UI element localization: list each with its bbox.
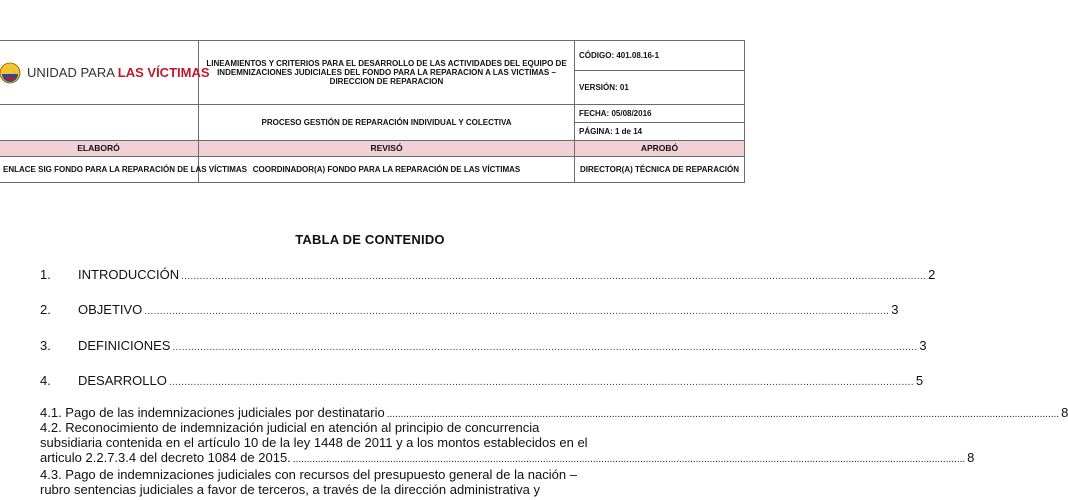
pagina-field: PÁGINA: 1 de 14 <box>575 123 745 141</box>
version-field: VERSIÓN: 01 <box>575 71 745 105</box>
logo-wordmark: UNIDAD PARA LAS VÍCTIMAS <box>27 65 210 80</box>
process-name: PROCESO GESTIÓN DE REPARACIÓN INDIVIDUAL Y COLECTIVA <box>199 105 575 141</box>
colombia-seal-icon <box>0 62 21 84</box>
elaboro-value: ENLACE SIG FONDO PARA LA REPARACIÓN DE LAS VÍCTIMAS <box>0 157 199 183</box>
reviso-label: REVISÓ <box>199 141 575 157</box>
toc-subentry-4-2[interactable]: 4.2. Reconocimiento de indemnización judicial en atención al principio de concurrencia subsidiaria contenida en el artículo 10 de la ley 1448 de 2011 y a los montos establecidos en el articulo 2.2.7.3.4 del decreto 1084 de 2015. ..... 8 <box>40 420 700 467</box>
aprobo-value: DIRECTOR(A) TÉCNICA DE REPARACIÓN <box>575 157 745 183</box>
codigo-field: CÓDIGO: 401.08.16-1 <box>575 41 745 71</box>
elaboro-label: ELABORÓ <box>0 141 199 157</box>
document-title: LINEAMIENTOS Y CRITERIOS PARA EL DESARROLLO DE LAS ACTIVIDADES DEL EQUIPO DE INDEMNIZACIONES JUDICIALES DEL FONDO PARA LA REPARACION A LAS VICTIMAS – DIRECCION DE REPARACION <box>199 41 575 105</box>
aprobo-label: APROBÓ <box>575 141 745 157</box>
toc-entry-definiciones[interactable]: 3. DEFINICIONES ..... 3 <box>40 338 692 353</box>
toc-title: TABLA DE CONTENIDO <box>295 232 445 247</box>
toc-subentry-4-3[interactable]: 4.3. Pago de indemnizaciones judiciales con recursos del presupuesto general de la nación – rubro sentencias judiciales a favor de terceros, a través de la dirección administrativa y <box>40 467 577 497</box>
logo-cell-lower <box>0 105 199 141</box>
logo-cell <box>0 41 210 105</box>
document-header-table <box>0 40 745 183</box>
reviso-value: COORDINADOR(A) FONDO PARA LA REPARACIÓN DE LAS VÍCTIMAS <box>199 157 575 183</box>
toc-entry-desarrollo[interactable]: 4. DESARROLLO ..... 5 <box>40 373 692 388</box>
unidad-victimas-logo <box>0 62 210 84</box>
toc-subentry-4-1[interactable]: 4.1. Pago de las indemnizaciones judiciales por destinatario ..... 8 <box>40 405 700 422</box>
fecha-field: FECHA: 05/08/2016 <box>575 105 745 123</box>
toc-entry-introduccion[interactable]: 1. INTRODUCCIÓN ..... 2 <box>40 267 692 282</box>
toc-entry-objetivo[interactable]: 2. OBJETIVO ..... 3 <box>40 302 692 317</box>
